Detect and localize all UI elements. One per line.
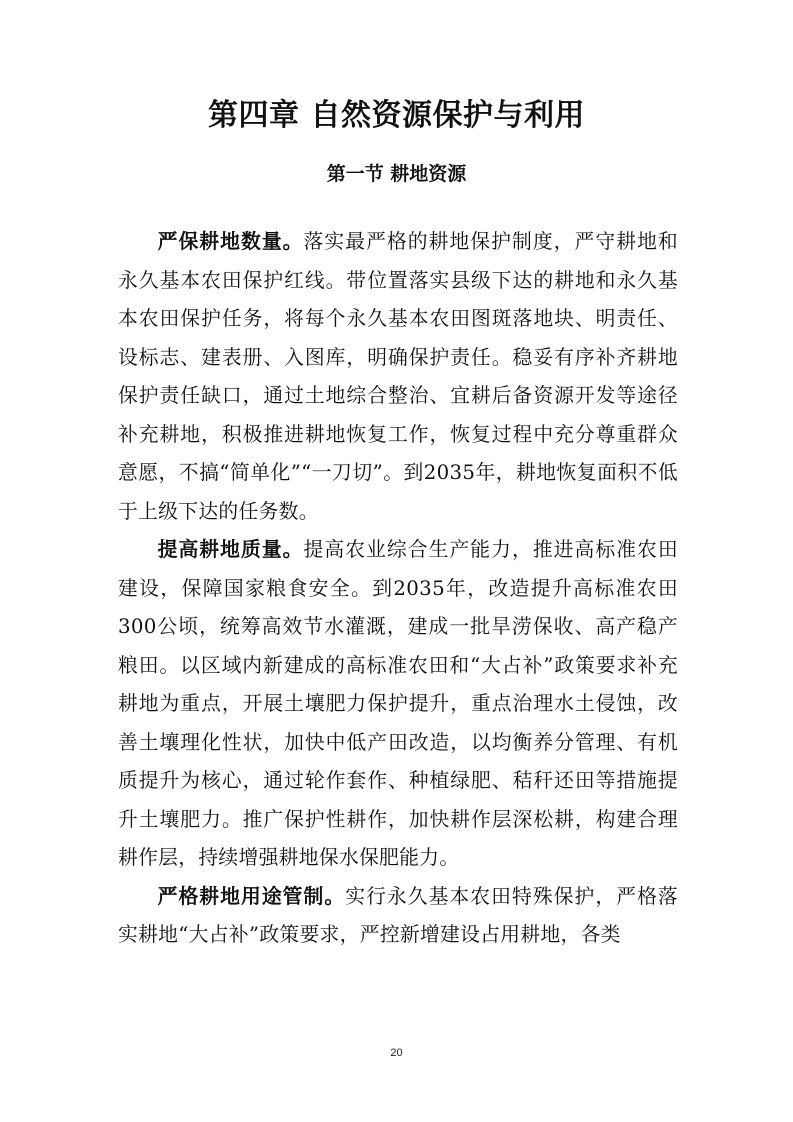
paragraph-cultivated-land-quantity <box>118 223 678 531</box>
body-text <box>118 223 678 955</box>
section-title: 第一节 耕地资源 <box>326 163 467 185</box>
paragraph-text: 实行永久基本农田特殊保护，严格落实耕地“大占补”政策要求，严控新增建设占用耕地，各类 <box>118 884 678 946</box>
paragraph-lead: 提高耕地质量。 <box>157 538 304 561</box>
page-number: 20 <box>390 1047 403 1059</box>
chapter-title: 第四章 自然资源保护与利用 <box>208 98 585 133</box>
paragraph-text: 落实最严格的耕地保护制度，严守耕地和永久基本农田保护红线。带位置落实县级下达的耕地和永久基本农田保护任务，将每个永久基本农田图斑落地块、明责任、设标志、建表册、入图库，明确保护责任。稳妥有序补齐耕地保护责任缺口，通过土地综合整治、宜耕后备资源开发等途径补充耕地，积极推进耕地恢复工作，恢复过程中充分尊重群众意愿，不搞“简单化”“一刀切”。到2035年，耕地恢复面积不低于上级下达的任务数。 <box>118 230 679 523</box>
paragraph-land-use-control <box>118 878 678 955</box>
paragraph-lead: 严格耕地用途管制。 <box>157 884 346 908</box>
paragraph-text: 提高农业综合生产能力，推进高标准农田建设，保障国家粮食安全。到2035年，改造提升高标准农田300公顷，统筹高效节水灌溉，建成一批旱涝保收、高产稳产粮田。以区域内新建成的高标准农田和“大占补”政策要求补充耕地为重点，开展土壤肥力保护提升，重点治理水土侵蚀，改善土壤理化性状，加快中低产田改造，以均衡养分管理、有机质提升为核心，通过轮作套作、种植绿肥、秸秆还田等措施提升土壤肥力。推广保护性耕作，加快耕作层深松耕，构建合理耕作层，持续增强耕地保水保肥能力。 <box>118 538 679 869</box>
paragraph-lead: 严保耕地数量。 <box>157 230 304 253</box>
paragraph-cultivated-land-quality <box>118 531 678 878</box>
